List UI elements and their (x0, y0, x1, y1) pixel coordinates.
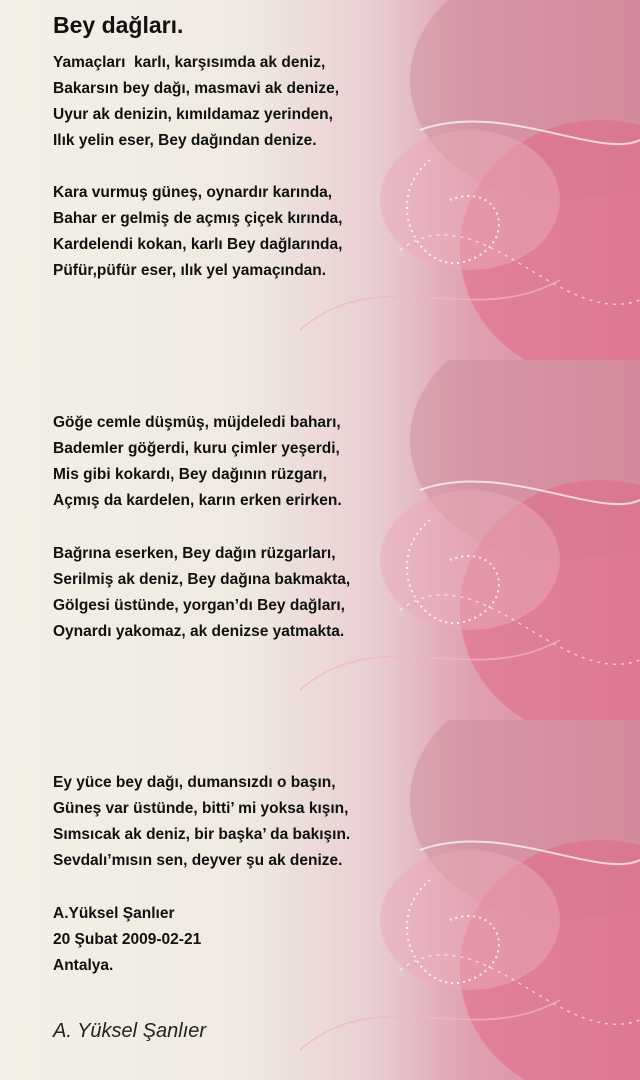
stanza-1 (53, 50, 339, 154)
poem-line: Mis gibi kokardı, Bey dağının rüzgarı, (53, 466, 327, 483)
poem-line: Bakarsın bey dağı, masmavi ak denize, (53, 80, 340, 97)
poem-line: Kardelendi kokan, karlı Bey dağlarında, (53, 236, 343, 253)
poem-line: Ey yüce bey dağı, dumansızdı o başın, (53, 774, 336, 791)
poem-line: Püfür,püfür eser, ılık yel yamaçından. (53, 262, 327, 279)
stanza-5 (53, 770, 350, 874)
poem-line: Göğe cemle düşmüş, müjdeledi baharı, (53, 414, 341, 431)
poem-line: Bademler göğerdi, kuru çimler yeşerdi, (53, 440, 340, 457)
poem-date: 20 Şubat 2009-02-21 (53, 931, 202, 948)
poem-line: Sevdalı’mısın sen, deyver şu ak denize. (53, 852, 343, 869)
poem-line: Uyur ak denizin, kımıldamaz yerinden, (53, 106, 333, 123)
poem-line: Bağrına eserken, Bey dağın rüzgarları, (53, 545, 336, 562)
poem-line: Bahar er gelmiş de açmış çiçek kırında, (53, 210, 343, 227)
author-name: A.Yüksel Şanlıer (53, 905, 175, 922)
poem-place: Antalya. (53, 957, 114, 974)
poem-line: Açmış da kardelen, karın erken erirken. (53, 492, 342, 509)
stanza-4 (53, 541, 350, 645)
poem-line: Sımsıcak ak deniz, bir başka’ da bakışın. (53, 826, 351, 843)
poem-line: Oynardı yakomaz, ak denizse yatmakta. (53, 623, 345, 640)
poem-line: Gölgesi üstünde, yorgan’dı Bey dağları, (53, 597, 345, 614)
poem-line: Ilık yelin eser, Bey dağından denize. (53, 132, 317, 149)
poem-line: Güneş var üstünde, bitti’ mi yoksa kışın, (53, 800, 349, 817)
author-credit (53, 901, 201, 979)
poem-line: Yamaçları karlı, karşısımda ak deniz, (53, 54, 326, 71)
stanza-3 (53, 410, 342, 514)
poem-title: Bey dağları. (53, 12, 184, 38)
stanza-2 (53, 180, 342, 284)
poem-line: Kara vurmuş güneş, oynardır karında, (53, 184, 333, 201)
author-signature: A. Yüksel Şanlıer (53, 1020, 207, 1042)
poem-line: Serilmiş ak deniz, Bey dağına bakmakta, (53, 571, 351, 588)
